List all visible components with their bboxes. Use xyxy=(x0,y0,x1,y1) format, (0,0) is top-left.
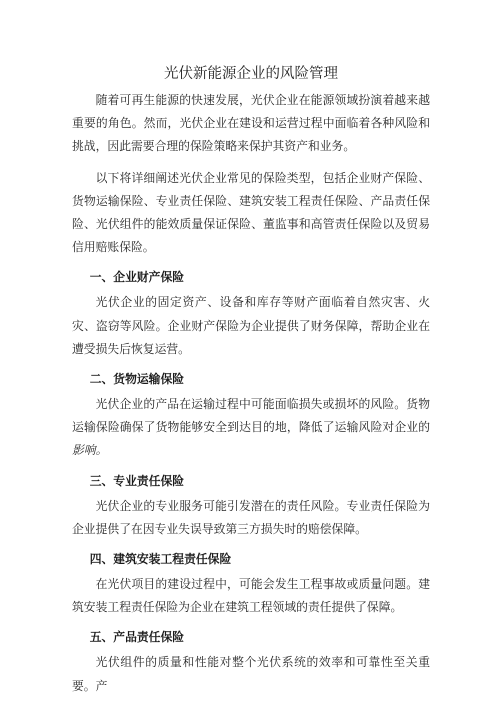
section-body-professional-liability: 光伏企业的专业服务可能引发潜在的责任风险。专业责任保险为企业提供了在因专业失误导致第三方损失时的赔偿保障。 xyxy=(72,498,430,536)
section-heading-construction-liability: 四、建筑安装工程责任保险 xyxy=(89,552,232,567)
document-title: 光伏新能源企业的风险管理 xyxy=(164,66,338,82)
section-heading-professional-liability: 三、专业责任保险 xyxy=(89,473,185,488)
section-body-cargo-main-text: 光伏企业的产品在运输过程中可能面临损失或损坏的风险。货物运输保险确保了货物能够安全到达目的地，降低了运输风险对企业的 xyxy=(72,397,430,435)
section-body-construction-liability: 在光伏项目的建设过程中，可能会发生工程事故或质量问题。建筑安装工程责任保险为企业在建筑工程领域的责任提供了保障。 xyxy=(72,577,430,615)
intro-paragraph-2: 以下将详细阐述光伏企业常见的保险类型，包括企业财产保险、货物运输保险、专业责任保险、建筑安装工程责任保险、产品责任保险、光伏组件的能效质量保证保险、董监事和高管责任保险以及贸易信用赔账保险。 xyxy=(72,170,430,255)
section-body-property-insurance: 光伏企业的固定资产、设备和库存等财产面临着自然灾害、火灾、盗窃等风险。企业财产保险为企业提供了财务保障，帮助企业在遭受损失后恢复运营。 xyxy=(72,295,430,356)
section-heading-cargo-insurance: 二、货物运输保险 xyxy=(89,372,185,387)
section-heading-property-insurance: 一、企业财产保险 xyxy=(89,270,185,285)
section-body-cargo-insurance xyxy=(72,393,430,463)
section-heading-product-liability: 五、产品责任保险 xyxy=(89,630,185,645)
document-content xyxy=(72,63,430,706)
section-body-cargo-italic-text: 影响。 xyxy=(72,443,108,458)
intro-paragraph-1: 随着可再生能源的快速发展，光伏企业在能源领域扮演着越来越重要的角色。然而，光伏企业在建设和运营过程中面临着各种风险和挑战，因此需要合理的保险策略来保护其资产和业务。 xyxy=(72,93,430,154)
section-body-product-liability: 光伏组件的质量和性能对整个光伏系统的效率和可靠性至关重要。产 xyxy=(72,655,430,693)
